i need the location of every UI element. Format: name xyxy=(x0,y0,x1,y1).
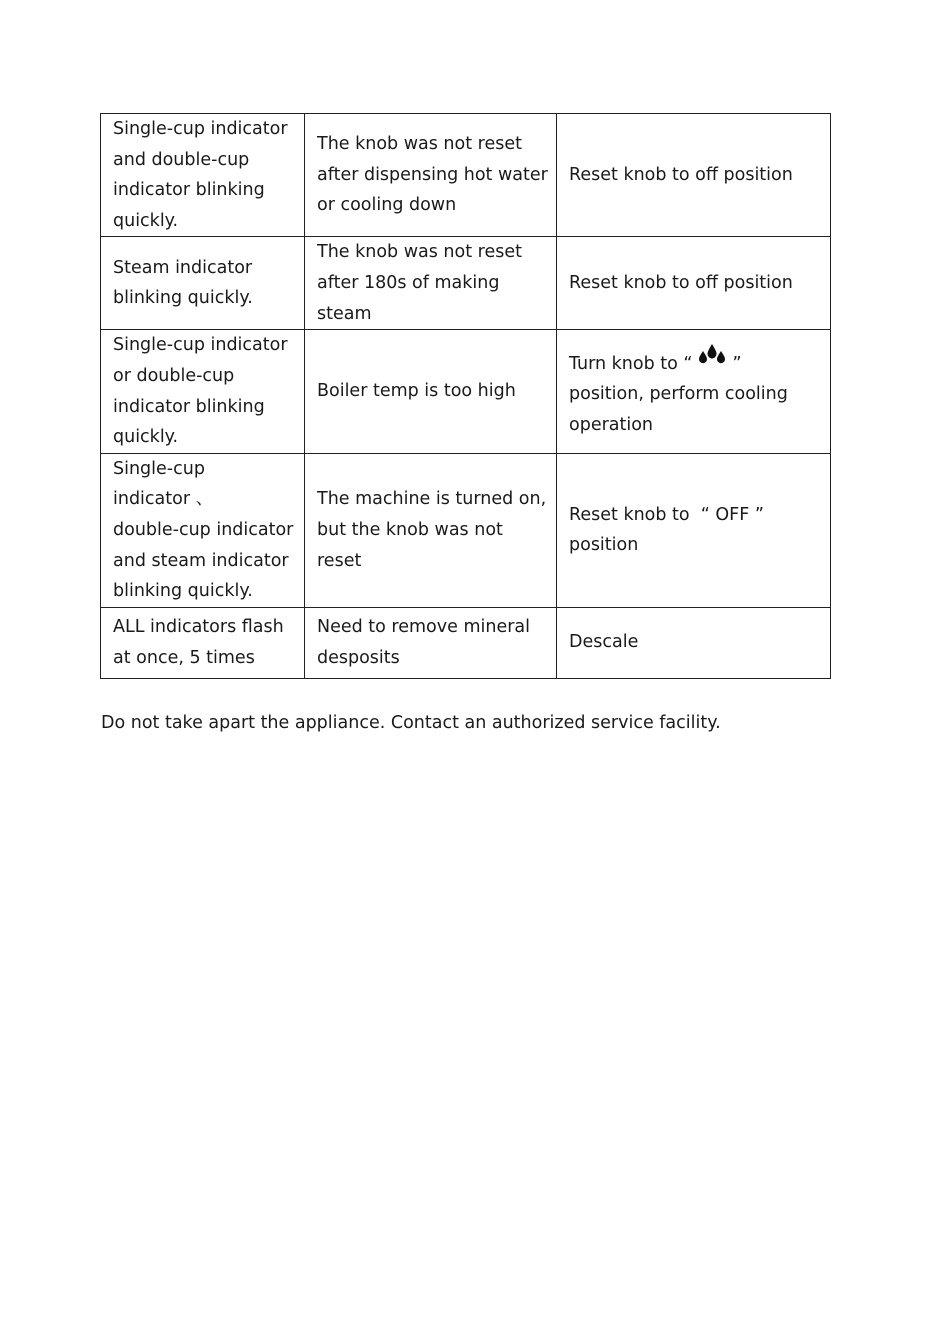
solution-cell: Turn knob to “ ” position, perform cooling operation xyxy=(557,330,831,453)
problem-cell: Single-cup indicator and double-cup indicator blinking quickly. xyxy=(101,114,305,237)
problem-cell: Single-cup indicator or double-cup indicator blinking quickly. xyxy=(101,330,305,453)
problem-cell: Steam indicator blinking quickly. xyxy=(101,237,305,330)
cause-cell: The knob was not reset after dispensing hot water or cooling down xyxy=(305,114,557,237)
table-row xyxy=(101,330,831,453)
cause-cell: Need to remove mineral desposits xyxy=(305,607,557,678)
table-row xyxy=(101,607,831,678)
cause-cell: The knob was not reset after 180s of making steam xyxy=(305,237,557,330)
solution-cell: Reset knob to “ OFF ” position xyxy=(557,453,831,607)
table-row xyxy=(101,453,831,607)
solution-text-before-icon: Turn knob to “ xyxy=(569,353,693,374)
water-drops-icon xyxy=(696,343,728,365)
solution-cell: Reset knob to off position xyxy=(557,114,831,237)
table-row xyxy=(101,114,831,237)
problem-cell: ALL indicators flash at once, 5 times xyxy=(101,607,305,678)
troubleshooting-table xyxy=(100,113,831,679)
solution-cell: Reset knob to off position xyxy=(557,237,831,330)
table-row xyxy=(101,237,831,330)
solution-cell: Descale xyxy=(557,607,831,678)
cause-cell: Boiler temp is too high xyxy=(305,330,557,453)
problem-cell: Single-cup indicator 、 double-cup indicator and steam indicator blinking quickly. xyxy=(101,453,305,607)
cause-cell: The machine is turned on, but the knob was not reset xyxy=(305,453,557,607)
service-note: Do not take apart the appliance. Contact an authorized service facility. xyxy=(101,713,721,733)
solution-text-after-icon: ” xyxy=(732,353,742,374)
